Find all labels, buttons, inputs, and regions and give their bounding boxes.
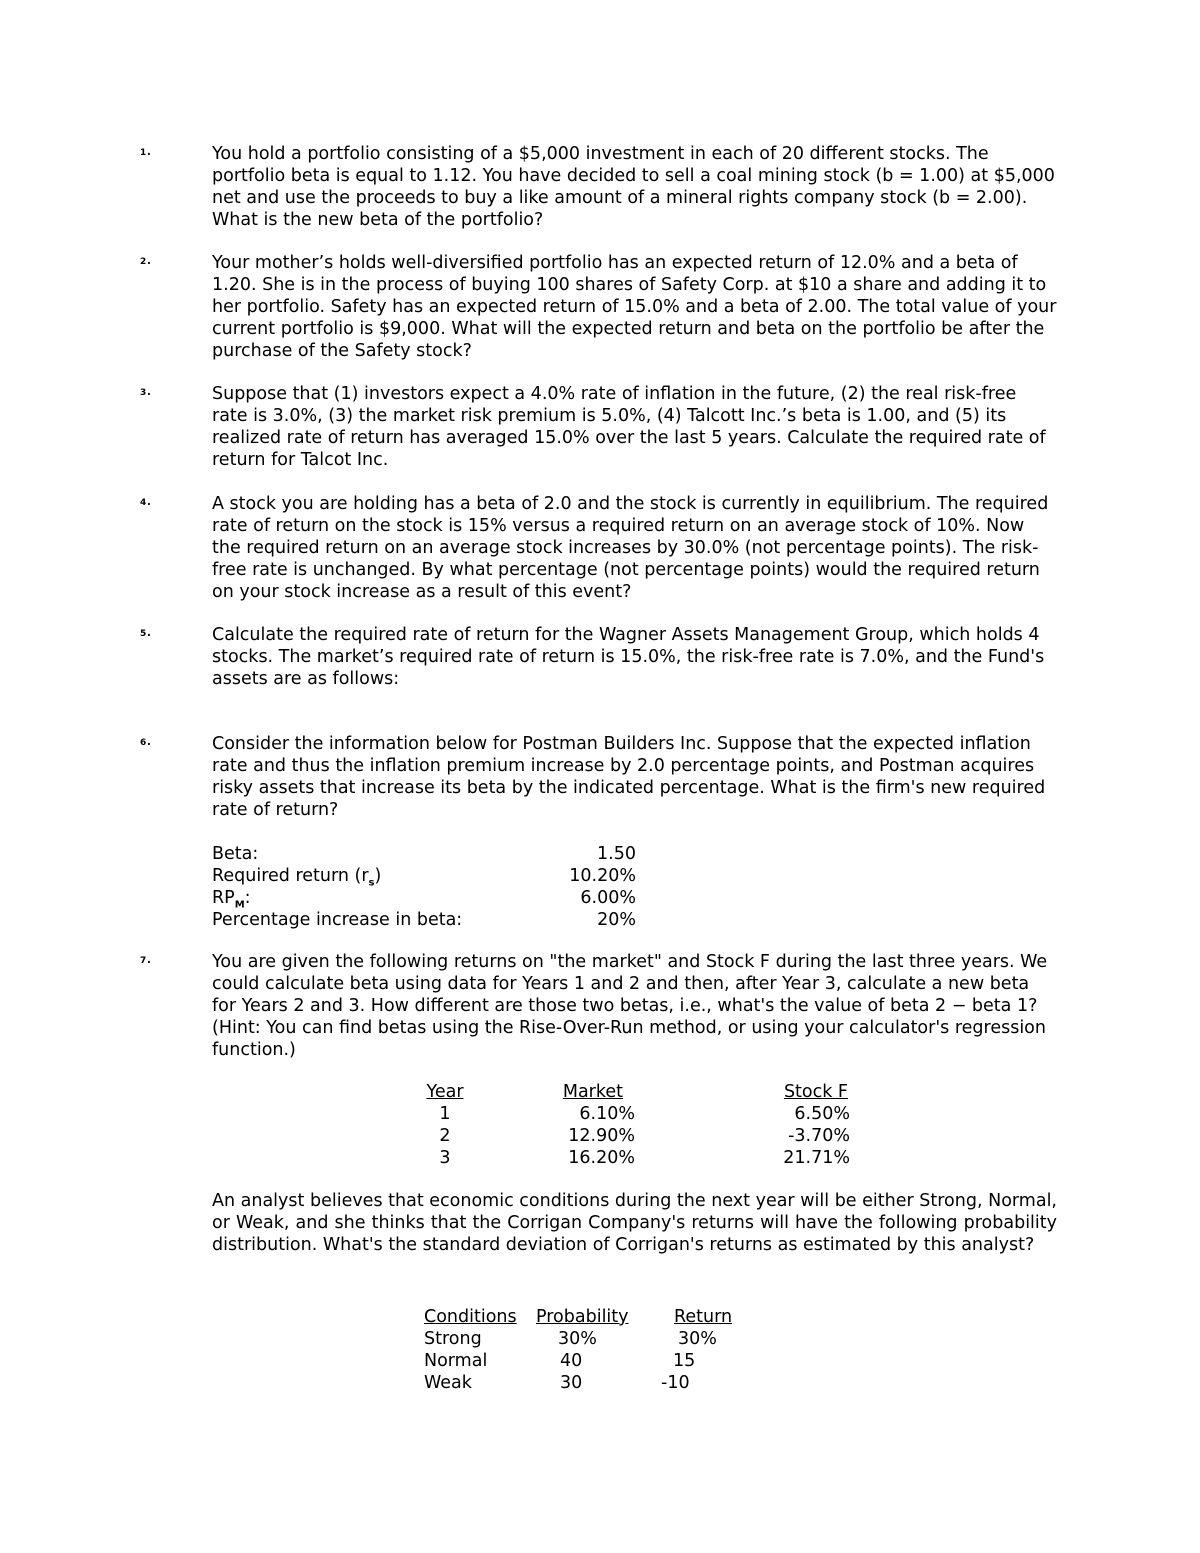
table-row: 3 16.20% 21.71% <box>439 1148 850 1168</box>
required-return-value: 10.20% <box>569 866 636 886</box>
header-return: Return <box>674 1307 733 1327</box>
q6-data-table <box>212 843 642 931</box>
q6-row-rpm <box>212 887 642 909</box>
question-number: 7. <box>140 948 152 968</box>
question-text: Calculate the required rate of return for the Wagner Assets Management Group, which holds 4 stocks. The market’s required rate of return is 15.0%, the risk-free rate is 7.0%, and the Fund's assets are as follows: <box>212 625 1045 689</box>
pct-increase-label: Percentage increase in beta: <box>212 910 463 930</box>
header-probability: Probability <box>536 1307 629 1327</box>
table-header-row <box>405 1081 850 1103</box>
table-row: 2 12.90% -3.70% <box>439 1126 850 1146</box>
q6-row-pct-increase <box>212 909 642 931</box>
question-number: 6. <box>140 730 152 750</box>
question-number: 1. <box>140 140 152 160</box>
table-row: Strong 30% 30% <box>424 1329 717 1349</box>
required-return-label: Required return $(r_s)$ <box>212 866 382 889</box>
probability-table <box>424 1306 744 1394</box>
question-text: Consider the information below for Postman Builders Inc. Suppose that the expected inflation rate and thus the inflation premium increase by 2.0 percentage points, and Postman acquires risky assets that increase its beta by the indicated percentage. What is the firm's new required rate of return? <box>212 734 1046 820</box>
q6-row-beta <box>212 843 642 865</box>
rpm-value: 6.00% <box>580 888 636 908</box>
question-number: 3. <box>140 380 152 400</box>
question-number: 2. <box>140 249 152 269</box>
header-market: Market <box>562 1082 623 1102</box>
header-year: Year <box>426 1082 464 1102</box>
question-text: Suppose that (1) investors expect a 4.0% rate of inflation in the future, (2) the real risk-free rate is 3.0%, (3) the market risk premium is 5.0%, (4) Talcott Inc.’s beta is 1.00, and (5) its realized rate of return has averaged 15.0% over the last 5 years. Calculate the required rate of return for Talcot Inc. <box>212 384 1046 470</box>
rpm-label: $RP_M$: <box>212 888 251 911</box>
header-stock-f: Stock F <box>783 1082 848 1102</box>
analyst-question-text: An analyst believes that economic conditions during the next year will be either Strong, Normal, or Weak, and she thinks that the Corrigan Company's returns will have the following probability distribution. What's the standard deviation of Corrigan's returns as estimated by this analyst? <box>212 1191 1057 1255</box>
table-row: 1 6.10% 6.50% <box>439 1104 850 1124</box>
table-row: Weak 30 -10 <box>424 1373 690 1393</box>
beta-label: Beta: <box>212 844 259 864</box>
table-header-row <box>424 1306 744 1328</box>
q6-row-required-return <box>212 865 642 887</box>
question-text: Your mother’s holds well-diversified portfolio has an expected return of 12.0% and a beta of 1.20. She is in the process of buying 100 shares of Safety Corp. at $10 a share and adding it to her portfolio. Safety has an expected return of 15.0% and a beta of 2.00. The total value of your current portfolio is $9,000. What will the expected return and beta on the portfolio be after the purchase of the Safety stock? <box>212 253 1057 361</box>
returns-table <box>405 1081 850 1169</box>
question-text: A stock you are holding has a beta of 2.0 and the stock is currently in equilibrium. The required rate of return on the stock is 15% versus a required return on an average stock of 10%. Now the required return on an average stock increases by 30.0% (not percentage points). The risk-free rate is unchanged. By what percentage (not percentage points) would the required return on your stock increase as a result of this event? <box>212 494 1049 602</box>
pct-increase-value: 20% <box>597 910 636 930</box>
beta-value: 1.50 <box>597 844 636 864</box>
question-number: 4. <box>140 490 152 510</box>
question-text: You are given the following returns on "the market" and Stock F during the last three years. We could calculate beta using data for Years 1 and 2 and then, after Year 3, calculate a new beta for Years 2 and 3. How different are those two betas, i.e., what's the value of beta 2 − beta 1? (Hint: You can find betas using the Rise-Over-Run method, or using your calculator's regression function.) <box>212 952 1048 1060</box>
question-number: 5. <box>140 621 152 641</box>
question-text: You hold a portfolio consisting of a $5,000 investment in each of 20 different stocks. The portfolio beta is equal to 1.12. You have decided to sell a coal mining stock (b = 1.00) at $5,000 net and use the proceeds to buy a like amount of a mineral rights company stock (b = 2.00). What is the new beta of the portfolio? <box>212 144 1055 230</box>
header-conditions: Conditions <box>424 1307 517 1327</box>
table-row: Normal 40 15 <box>424 1351 696 1371</box>
